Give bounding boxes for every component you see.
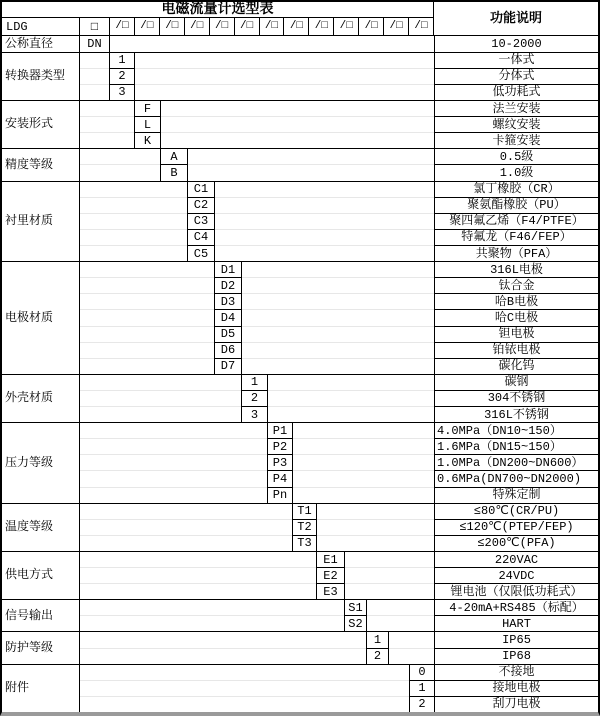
model-base-box: □: [80, 18, 110, 35]
code-cell: S1: [345, 600, 366, 616]
block-nominal-diameter: [2, 36, 598, 52]
function-desc-cell: 铂铱电极: [435, 343, 598, 359]
empty-row-segment: [161, 101, 434, 117]
function-desc-cell: 钽电极: [435, 327, 598, 343]
function-desc-cell: 特殊定制: [492, 488, 541, 503]
code-cell: 0: [410, 665, 434, 681]
category-blocks: [2, 36, 598, 712]
function-column-header: 功能说明: [489, 11, 542, 26]
function-desc-cell: 1.6MPa（DN15~150）: [435, 439, 598, 455]
empty-row-segment: [80, 568, 316, 584]
code-cell: 2: [418, 697, 426, 712]
empty-row-segment: [80, 488, 267, 503]
merged-empty-cell: [80, 632, 367, 663]
model-segment-boxes: [110, 18, 433, 35]
code-cell: C1: [188, 182, 214, 198]
empty-row-segment: [80, 681, 409, 697]
code-column: [293, 504, 317, 551]
code-cell: 2: [110, 69, 134, 85]
category-label: 安装形式: [2, 101, 80, 148]
empty-row-segment: [80, 149, 160, 165]
function-desc-column: [434, 375, 598, 422]
function-desc-column: [434, 632, 598, 663]
empty-row-segment: [317, 504, 434, 520]
code-cell: P3: [268, 455, 292, 471]
category-label: 衬里材质: [2, 182, 80, 262]
empty-row-segment: [215, 214, 434, 230]
function-desc-column: [434, 149, 598, 180]
function-desc-cell: 特氟龙（F46/FEP）: [435, 230, 598, 246]
empty-row-segment: [80, 246, 187, 261]
function-desc-cell: 哈C电极: [435, 310, 598, 326]
table-title: 电磁流量计选型表: [2, 2, 433, 18]
code-column: [367, 632, 389, 663]
merged-empty-cell: [80, 504, 293, 551]
merged-empty-cell: [80, 375, 242, 422]
merged-empty-cell: [80, 665, 410, 712]
empty-row-segment: [80, 262, 214, 278]
merged-empty-cell: [367, 600, 434, 631]
model-segment-box: /□: [185, 18, 210, 35]
code-cell: C2: [188, 198, 214, 214]
merged-empty-cell: [110, 36, 434, 52]
block-accessories: [2, 664, 598, 712]
code-cell: P1: [268, 423, 292, 439]
merged-empty-cell: [80, 262, 215, 374]
empty-row-segment: [80, 665, 409, 681]
block-temperature-rating: [2, 503, 598, 551]
merged-empty-cell: [80, 423, 268, 503]
function-desc-cell: ≤120℃(PTEP/FEP): [435, 520, 598, 536]
merged-empty-cell: [293, 423, 434, 503]
function-desc-column: [434, 600, 598, 631]
category-label: 电极材质: [2, 262, 80, 374]
empty-row-segment: [80, 552, 316, 568]
code-cell: S2: [348, 616, 363, 631]
merged-empty-cell: [80, 53, 110, 100]
function-desc-cell: 1.0级: [499, 165, 534, 180]
function-desc-cell: 24VDC: [435, 568, 598, 584]
empty-row-segment: [188, 149, 434, 165]
function-desc-cell: 共聚物（PFA）: [475, 246, 558, 261]
function-desc-cell: 聚氨酯橡胶（PU）: [435, 198, 598, 214]
function-desc-cell: 0.5级: [435, 149, 598, 165]
empty-row-segment: [293, 423, 434, 439]
code-cell: E3: [323, 584, 338, 599]
empty-row-segment: [345, 568, 434, 584]
function-desc-cell: 法兰安装: [435, 101, 598, 117]
empty-row-segment: [80, 584, 316, 599]
function-desc-cell: ≤200℃(PFA): [477, 536, 556, 551]
merged-empty-cell: [80, 149, 161, 180]
empty-row-segment: [242, 310, 434, 326]
empty-row-segment: [80, 343, 214, 359]
empty-row-segment: [80, 198, 187, 214]
empty-row-segment: [80, 375, 241, 391]
function-desc-cell: 碳钢: [435, 375, 598, 391]
block-converter-type: [2, 52, 598, 100]
function-desc-column: [434, 53, 598, 100]
empty-row-segment: [215, 182, 434, 198]
function-desc-cell: 哈B电极: [435, 294, 598, 310]
function-desc-column: [434, 504, 598, 551]
category-label: 附件: [2, 665, 80, 712]
empty-row-segment: [367, 600, 434, 616]
model-segment-box: /□: [334, 18, 359, 35]
merged-empty-cell: [215, 182, 434, 262]
empty-row-segment: [80, 69, 109, 85]
merged-empty-cell: [242, 262, 434, 374]
block-signal-output: [2, 599, 598, 631]
model-code-row: [2, 18, 433, 35]
model-segment-box: /□: [384, 18, 409, 35]
empty-row-segment: [242, 327, 434, 343]
empty-row-segment: [188, 165, 434, 180]
function-desc-column: [434, 262, 598, 374]
empty-row-segment: [317, 536, 434, 551]
code-cell: C3: [188, 214, 214, 230]
code-cell: 1: [410, 681, 434, 697]
empty-row-segment: [317, 520, 434, 536]
empty-row-segment: [80, 327, 214, 343]
code-cell: D6: [215, 343, 241, 359]
empty-row-segment: [161, 117, 434, 133]
empty-row-segment: [161, 133, 434, 148]
code-cell: D2: [215, 278, 241, 294]
merged-empty-cell: [345, 552, 434, 599]
empty-row-segment: [80, 182, 187, 198]
block-lining-material: [2, 181, 598, 262]
block-protection-rating: [2, 631, 598, 663]
empty-row-segment: [135, 53, 434, 69]
table-header-band: [2, 2, 598, 36]
merged-empty-cell: [80, 552, 317, 599]
block-pressure-rating: [2, 422, 598, 503]
empty-row-segment: [80, 310, 214, 326]
empty-row-segment: [80, 697, 409, 712]
empty-row-segment: [80, 616, 344, 631]
code-cell: T3: [297, 536, 312, 551]
empty-row-segment: [80, 407, 241, 422]
empty-row-segment: [80, 520, 292, 536]
empty-row-segment: [242, 278, 434, 294]
empty-row-segment: [80, 53, 109, 69]
function-desc-cell: 4-20mA+RS485（标配）: [435, 600, 598, 616]
empty-row-segment: [80, 359, 214, 374]
category-label: 温度等级: [2, 504, 80, 551]
function-desc-cell: HART: [502, 616, 531, 631]
category-label: 公称直径: [2, 36, 80, 52]
empty-row-segment: [80, 649, 366, 664]
empty-row-segment: [80, 423, 267, 439]
empty-row-segment: [80, 391, 241, 407]
empty-row-segment: [135, 85, 434, 100]
block-power-supply: [2, 551, 598, 599]
model-segment-box: /□: [284, 18, 309, 35]
empty-row-segment: [293, 488, 434, 503]
merged-empty-cell: [80, 101, 135, 148]
empty-row-segment: [215, 230, 434, 246]
merged-empty-cell: [80, 182, 188, 262]
empty-row-segment: [80, 85, 109, 100]
function-desc-cell: 氯丁橡胶（CR）: [435, 182, 598, 198]
code-cell: D7: [220, 359, 236, 374]
model-segment-box: /□: [160, 18, 185, 35]
merged-empty-cell: [268, 375, 434, 422]
code-column: [410, 665, 434, 712]
function-desc-column: [434, 36, 598, 52]
function-desc-cell: 锂电池（仅限低功耗式）: [450, 584, 583, 599]
empty-row-segment: [268, 375, 434, 391]
empty-row-segment: [80, 165, 160, 180]
code-cell: D1: [215, 262, 241, 278]
empty-row-segment: [80, 455, 267, 471]
merged-empty-cell: [389, 632, 434, 663]
function-desc-cell: 卡箍安装: [492, 133, 541, 148]
merged-empty-cell: [161, 101, 434, 148]
merged-empty-cell: [80, 600, 345, 631]
code-cell: 3: [250, 407, 259, 422]
category-label: 压力等级: [2, 423, 80, 503]
code-column: [242, 375, 268, 422]
code-cell: B: [170, 165, 178, 180]
code-column: [345, 600, 367, 631]
empty-row-segment: [242, 262, 434, 278]
function-desc-cell: 接地电极: [435, 681, 598, 697]
block-installation-type: [2, 100, 598, 148]
function-desc-cell: 10-2000: [491, 36, 542, 51]
function-desc-cell: 碳化钨: [498, 359, 535, 374]
empty-row-segment: [242, 359, 434, 374]
function-desc-cell: 316L电极: [435, 262, 598, 278]
code-cell: E2: [317, 568, 344, 584]
code-cell: 1: [110, 53, 134, 69]
function-desc-cell: IP68: [502, 649, 531, 664]
function-desc-column: [434, 665, 598, 712]
code-cell: D5: [215, 327, 241, 343]
function-desc-cell: 不接地: [435, 665, 598, 681]
function-desc-cell: 分体式: [435, 69, 598, 85]
empty-row-segment: [80, 278, 214, 294]
function-desc-column: [434, 101, 598, 148]
empty-row-segment: [389, 632, 434, 648]
empty-row-segment: [80, 133, 134, 148]
code-cell: DN: [87, 36, 102, 51]
empty-row-segment: [268, 391, 434, 407]
function-desc-cell: 316L不锈钢: [484, 407, 549, 422]
function-desc-cell: 一体式: [435, 53, 598, 69]
category-label: 信号输出: [2, 600, 80, 631]
code-cell: D4: [215, 310, 241, 326]
function-desc-cell: 4.0MPa（DN10~150）: [435, 423, 598, 439]
empty-row-segment: [80, 632, 366, 648]
function-desc-cell: 钛合金: [435, 278, 598, 294]
model-segment-box: /□: [414, 20, 428, 32]
empty-row-segment: [345, 552, 434, 568]
category-label: 防护等级: [2, 632, 80, 663]
code-cell: L: [135, 117, 160, 133]
function-desc-cell: 1.0MPa（DN200~DN600）: [435, 455, 598, 471]
function-desc-cell: 220VAC: [435, 552, 598, 568]
category-label: 外壳材质: [2, 375, 80, 422]
merged-empty-cell: [317, 504, 434, 551]
empty-row-segment: [215, 246, 434, 261]
title-and-model-row: [2, 2, 434, 35]
function-desc-cell: 聚四氟乙烯（F4/PTFE）: [435, 214, 598, 230]
empty-row-segment: [389, 649, 434, 664]
category-label: 转换器类型: [2, 53, 80, 100]
empty-row-segment: [293, 471, 434, 487]
code-cell: C5: [193, 246, 209, 261]
function-desc-column: [434, 423, 598, 503]
code-cell: 2: [242, 391, 267, 407]
category-label: 供电方式: [2, 552, 80, 599]
code-cell: T2: [293, 520, 316, 536]
empty-row-segment: [367, 616, 434, 631]
empty-row-segment: [80, 504, 292, 520]
empty-row-segment: [80, 101, 134, 117]
function-desc-column: [434, 182, 598, 262]
function-desc-cell: 0.6MPa(DN700~DN2000): [435, 471, 598, 487]
empty-row-segment: [80, 117, 134, 133]
code-cell: K: [143, 133, 152, 148]
code-cell: 1: [242, 375, 267, 391]
code-column: [188, 182, 215, 262]
empty-row-segment: [242, 294, 434, 310]
empty-row-segment: [80, 214, 187, 230]
empty-row-segment: [80, 294, 214, 310]
empty-row-segment: [242, 343, 434, 359]
function-desc-cell: IP65: [435, 632, 598, 648]
code-column: [110, 53, 135, 100]
empty-row-segment: [110, 36, 434, 52]
code-cell: C4: [188, 230, 214, 246]
code-cell: 2: [373, 649, 382, 664]
code-column: [317, 552, 345, 599]
block-electrode-material: [2, 261, 598, 374]
code-cell: 3: [118, 85, 126, 100]
model-segment-box: /□: [210, 18, 235, 35]
function-desc-cell: 刮刀电极: [492, 697, 541, 712]
code-cell: Pn: [272, 488, 288, 503]
code-cell: A: [161, 149, 187, 165]
code-column: [215, 262, 242, 374]
code-cell: T1: [293, 504, 316, 520]
code-column: [80, 36, 110, 52]
function-desc-column: [434, 552, 598, 599]
block-housing-material: [2, 374, 598, 422]
category-label: 精度等级: [2, 149, 80, 180]
empty-row-segment: [80, 230, 187, 246]
empty-row-segment: [80, 471, 267, 487]
empty-row-segment: [135, 69, 434, 85]
empty-row-segment: [80, 600, 344, 616]
empty-row-segment: [293, 439, 434, 455]
merged-empty-cell: [135, 53, 434, 100]
function-desc-cell: 螺纹安装: [435, 117, 598, 133]
code-cell: 1: [367, 632, 388, 648]
code-column: [268, 423, 293, 503]
code-cell: E1: [317, 552, 344, 568]
model-prefix: LDG: [2, 18, 80, 35]
code-cell: F: [135, 101, 160, 117]
block-accuracy-class: [2, 148, 598, 180]
empty-row-segment: [345, 584, 434, 599]
function-desc-cell: ≤80℃(CR/PU): [435, 504, 598, 520]
function-desc-cell: 304不锈钢: [435, 391, 598, 407]
empty-row-segment: [268, 407, 434, 422]
model-segment-box: /□: [110, 18, 135, 35]
empty-row-segment: [293, 455, 434, 471]
model-segment-box: /□: [359, 18, 384, 35]
empty-row-segment: [80, 439, 267, 455]
code-column: [135, 101, 161, 148]
code-column: [161, 149, 188, 180]
empty-row-segment: [80, 536, 292, 551]
empty-row-segment: [215, 198, 434, 214]
model-segment-box: /□: [235, 18, 260, 35]
code-cell: P4: [268, 471, 292, 487]
function-desc-cell: 低功耗式: [492, 85, 541, 100]
merged-empty-cell: [188, 149, 434, 180]
model-segment-box: /□: [260, 18, 285, 35]
model-segment-box: /□: [135, 18, 160, 35]
code-cell: P2: [268, 439, 292, 455]
code-cell: D3: [215, 294, 241, 310]
model-segment-box: /□: [309, 18, 334, 35]
